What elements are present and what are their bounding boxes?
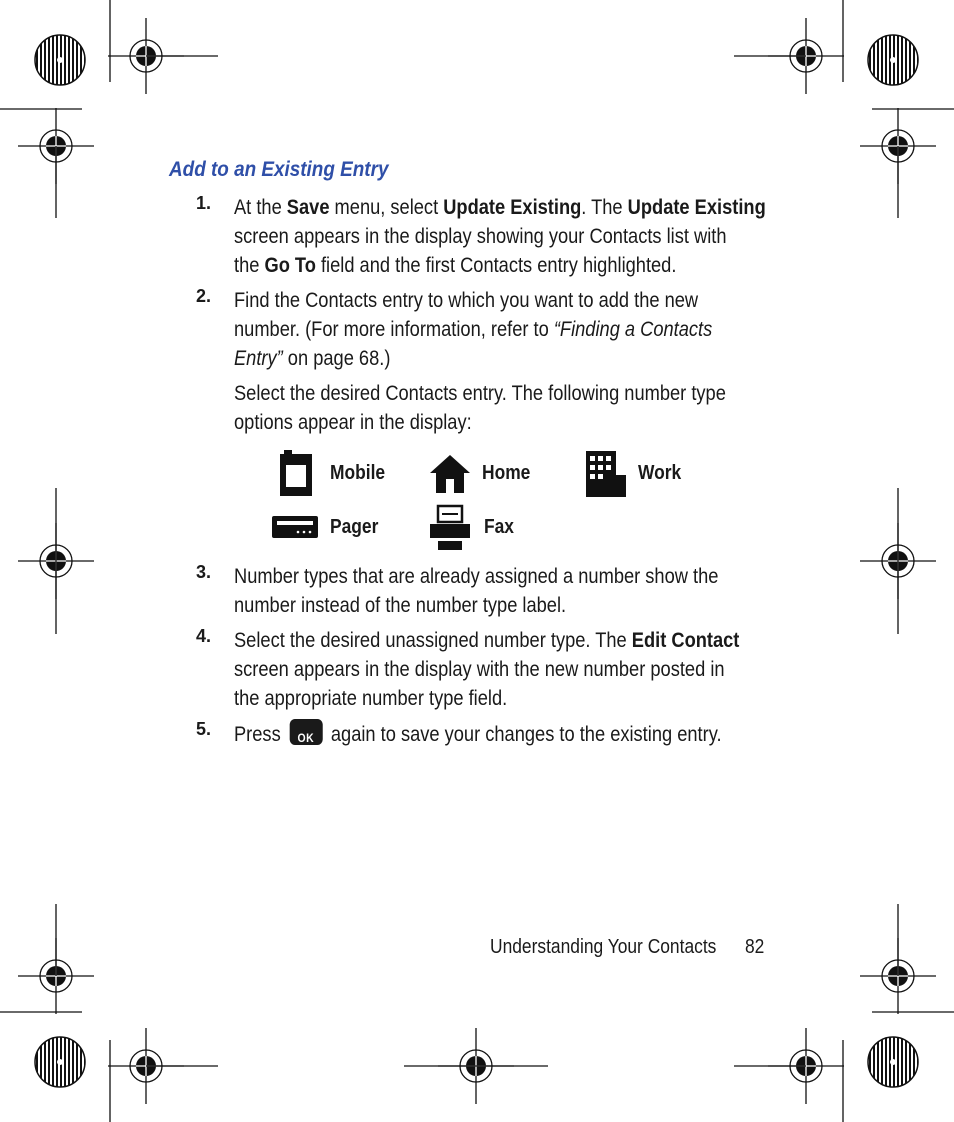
- number-type-label: Work: [638, 461, 682, 484]
- number-type-row-2: [270, 502, 570, 552]
- number-type-row-1: [272, 448, 732, 498]
- bold-term: Save: [286, 196, 330, 219]
- text-run: on page 68.): [282, 347, 391, 370]
- number-type-label: Pager: [330, 515, 379, 538]
- text-line: [234, 719, 722, 749]
- ok-key-label: OK: [297, 731, 315, 745]
- text-run: screen appears in the display showing your Contacts list with: [234, 225, 727, 248]
- text-run: Number types that are already assigned a number show the: [234, 565, 719, 588]
- step-text: [234, 626, 815, 713]
- home-icon: [428, 453, 472, 493]
- number-type-fax: [428, 502, 518, 552]
- number-type-home: [428, 448, 538, 498]
- number-type-mobile: [272, 448, 393, 498]
- section-heading: Add to an Existing Entry: [169, 158, 389, 181]
- text-run: Press: [234, 723, 286, 746]
- text-run: Find the Contacts entry to which you want to add the new: [234, 289, 699, 312]
- bold-term: Edit Contact: [631, 629, 740, 652]
- bold-term: Go To: [264, 254, 316, 277]
- step-text: [234, 719, 794, 749]
- step-number: 4.: [196, 626, 212, 646]
- number-type-label: Fax: [484, 515, 514, 538]
- step-text: [234, 379, 799, 437]
- text-line: [234, 408, 726, 437]
- number-type-work: [584, 448, 688, 498]
- office-building-icon: [584, 449, 628, 497]
- text-line: [234, 315, 712, 344]
- text-line: [234, 655, 739, 684]
- bold-term: Update Existing: [627, 196, 766, 219]
- text-run: the: [234, 254, 265, 277]
- step-text: [234, 193, 845, 280]
- text-line: [234, 251, 766, 280]
- text-line: [234, 684, 739, 713]
- step-number: 5.: [196, 719, 212, 739]
- step-number: 1.: [196, 193, 212, 213]
- text-line: [234, 562, 718, 591]
- number-type-label: Mobile: [330, 461, 386, 484]
- cross-reference: Entry”: [234, 347, 283, 370]
- step-number: 3.: [196, 562, 212, 582]
- text-run: At the: [234, 196, 287, 219]
- step-text: [234, 286, 784, 373]
- text-run: field and the first Contacts entry highlighted.: [315, 254, 677, 277]
- text-run: number instead of the number type label.: [234, 594, 567, 617]
- number-type-label: Home: [482, 461, 531, 484]
- text-line: [234, 286, 712, 315]
- text-line: [234, 222, 766, 251]
- number-type-pager: [270, 502, 386, 552]
- text-run: Select the desired Contacts entry. The following number type: [234, 382, 726, 405]
- footer-page-number: 82: [745, 936, 765, 958]
- ok-key-icon: [289, 719, 322, 745]
- step-text: [234, 562, 791, 620]
- bold-term: Update Existing: [443, 196, 582, 219]
- fax-icon: [428, 504, 474, 550]
- text-line: [234, 591, 718, 620]
- text-run: menu, select: [329, 196, 444, 219]
- mobile-phone-icon: [272, 450, 320, 496]
- step-number: 2.: [196, 286, 212, 306]
- text-line: [234, 379, 726, 408]
- pager-icon: [270, 512, 320, 542]
- text-run: the appropriate number type field.: [234, 687, 508, 710]
- text-run: screen appears in the display with the new number posted in: [234, 658, 725, 681]
- text-run: Select the desired unassigned number type. The: [234, 629, 632, 652]
- text-line: [234, 193, 766, 222]
- text-run: . The: [581, 196, 628, 219]
- text-run: options appear in the display:: [234, 411, 472, 434]
- text-run: number. (For more information, refer to: [234, 318, 554, 341]
- text-line: [234, 626, 739, 655]
- text-line: [234, 344, 712, 373]
- footer-chapter-title: Understanding Your Contacts: [490, 936, 717, 958]
- text-run: again to save your changes to the existing entry.: [325, 723, 722, 746]
- cross-reference: “Finding a Contacts: [553, 318, 713, 341]
